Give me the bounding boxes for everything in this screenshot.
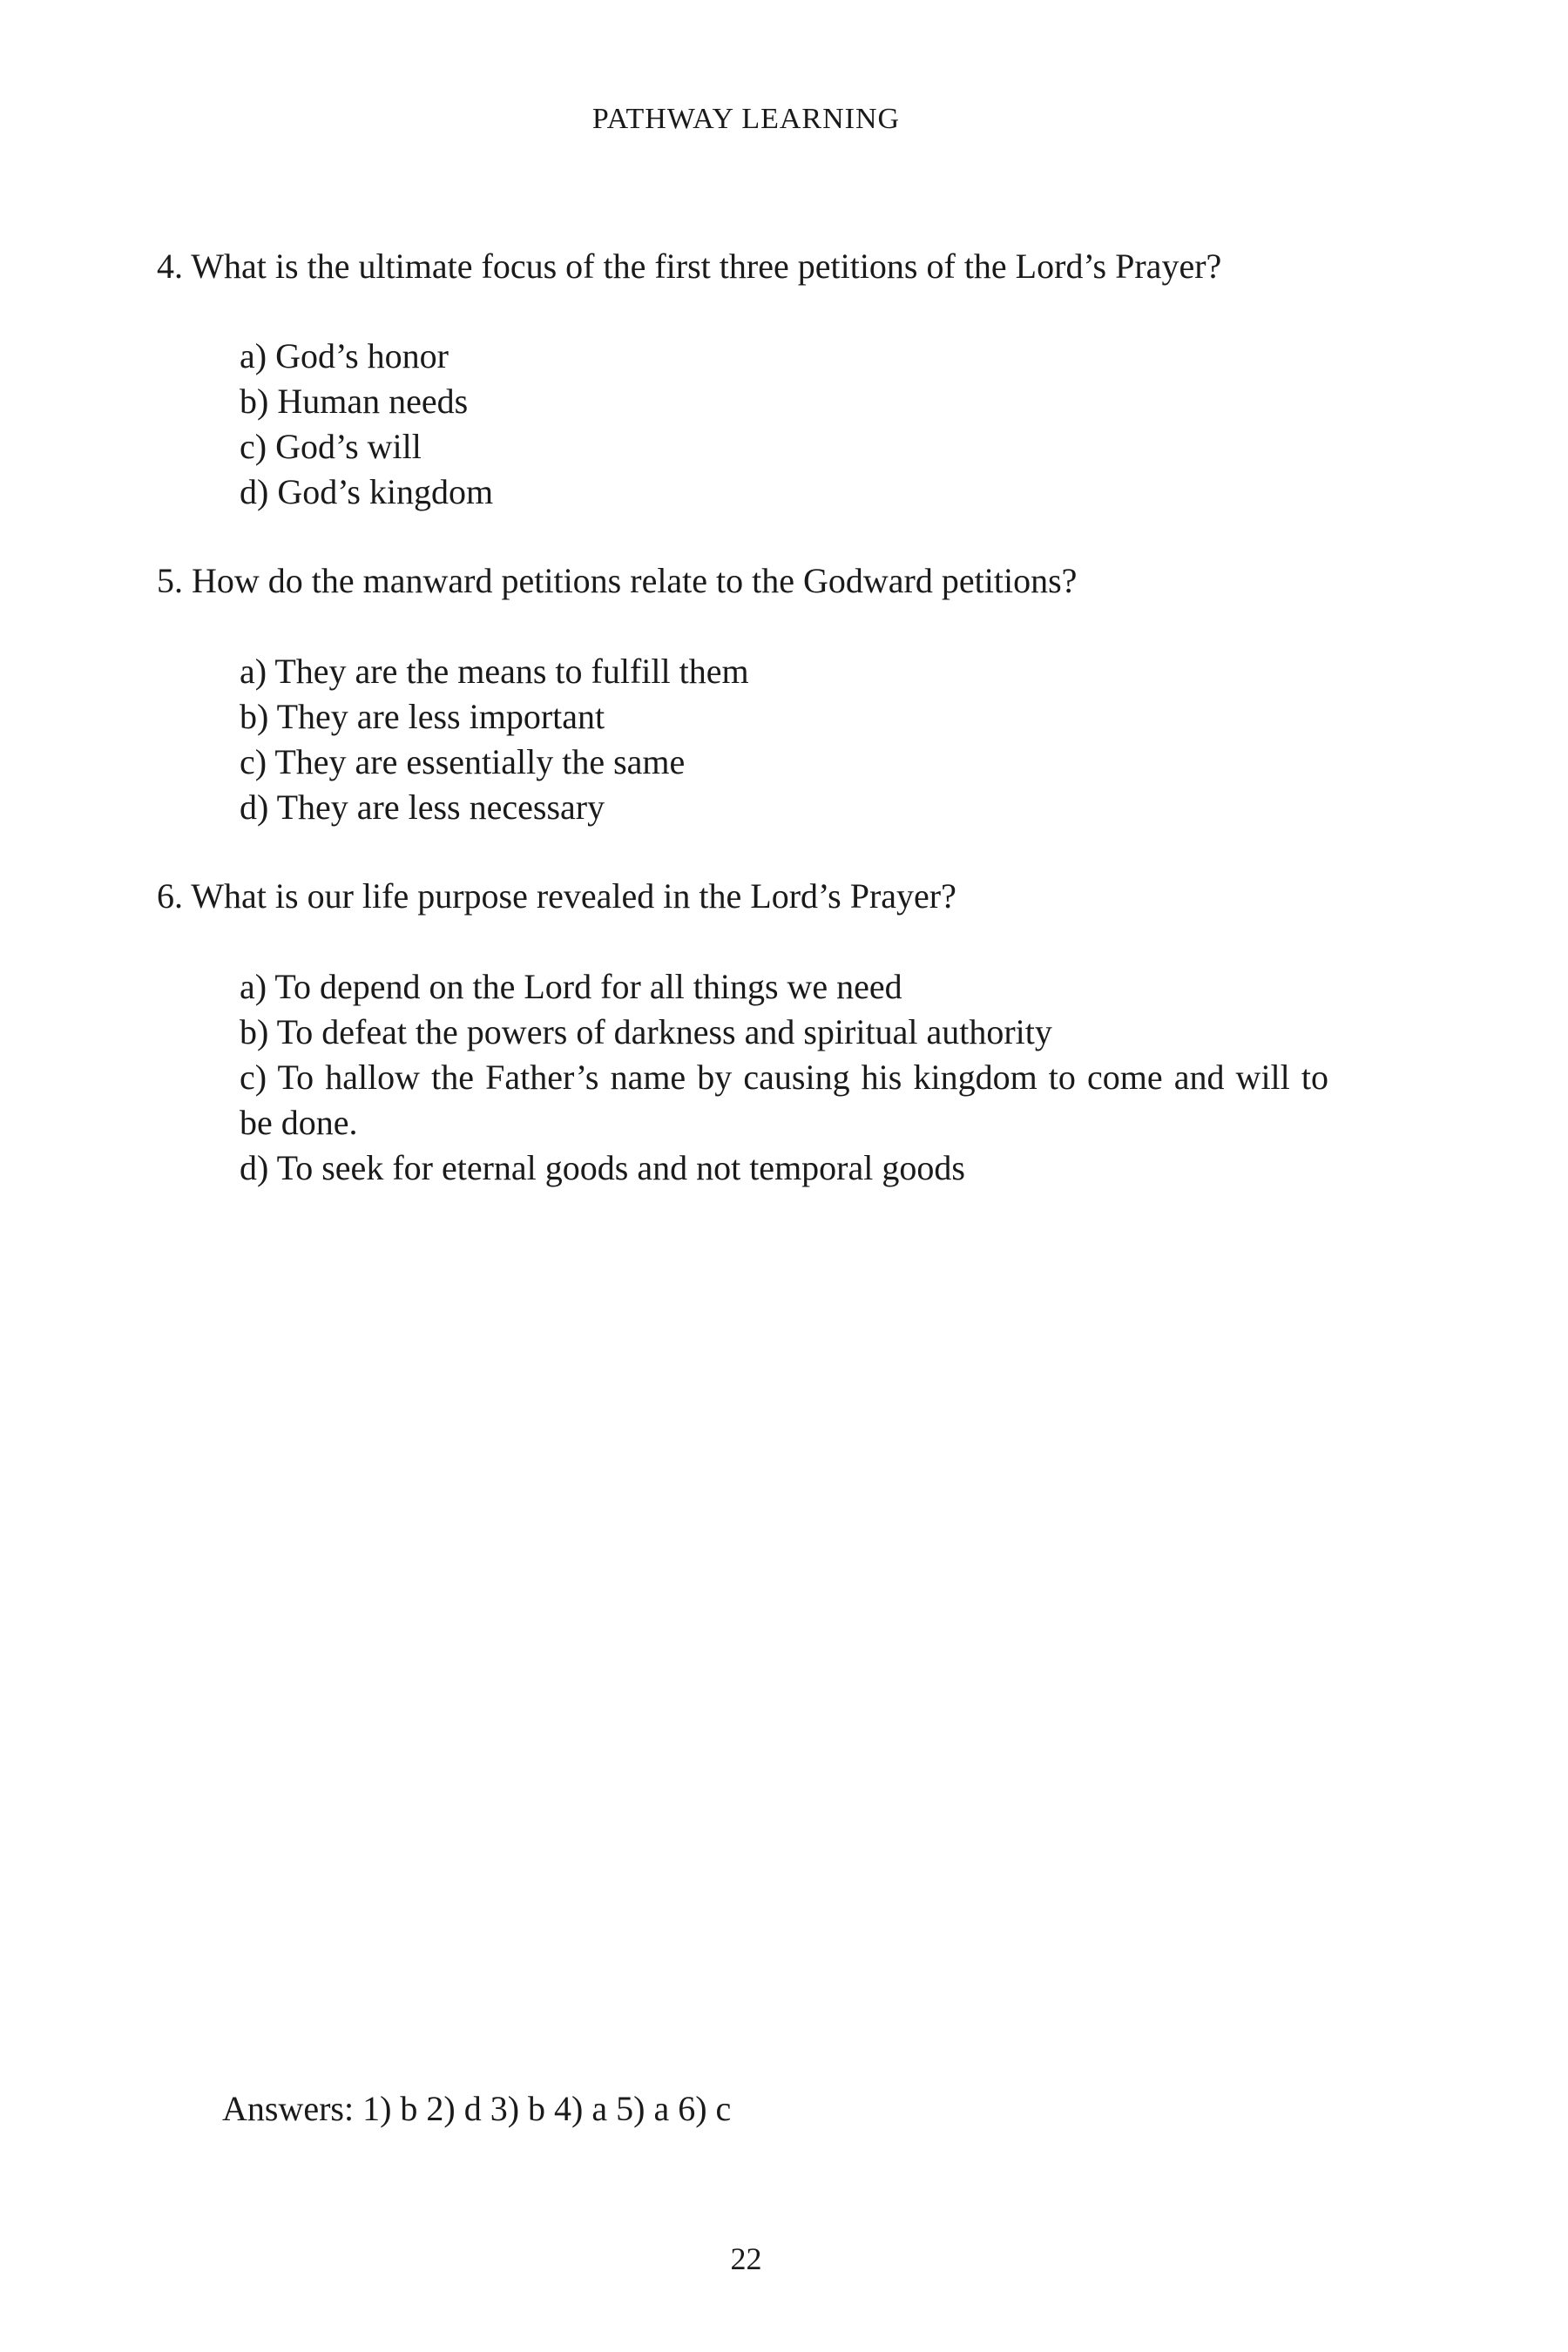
- question-4: 4. What is the ultimate focus of the first three petitions of the Lord’s Prayer?: [157, 247, 1222, 286]
- page-number: 22: [730, 2241, 762, 2276]
- running-header: PATHWAY LEARNING: [591, 103, 901, 135]
- option-c: c) God’s will: [240, 427, 422, 466]
- option-a: a) They are the means to fulfill them: [240, 652, 749, 691]
- option-d: d) To seek for eternal goods and not temporal goods: [240, 1148, 965, 1187]
- question-6-options: [240, 964, 1328, 1191]
- option-b: b) They are less important: [240, 697, 605, 736]
- option-d: d) God’s kingdom: [240, 472, 494, 511]
- option-b: b) To defeat the powers of darkness and spiritual authority: [240, 1012, 1052, 1051]
- question-5: 5. How do the manward petitions relate to the Godward petitions?: [157, 561, 1078, 600]
- option-d: d) They are less necessary: [240, 787, 605, 827]
- question-5-options: [240, 649, 1328, 830]
- option-a: a) To depend on the Lord for all things we need: [240, 967, 902, 1006]
- option-c: c) They are essentially the same: [240, 742, 686, 781]
- option-c: c) To hallow the Father’s name by causing his kingdom to come and will to be done.: [240, 1058, 1328, 1142]
- question-6: 6. What is our life purpose revealed in the Lord’s Prayer?: [157, 876, 956, 916]
- answer-key: Answers: 1) b 2) d 3) b 4) a 5) a 6) c: [222, 2089, 732, 2128]
- option-b: b) Human needs: [240, 382, 469, 421]
- question-4-options: [240, 334, 1328, 515]
- option-a: a) God’s honor: [240, 336, 449, 375]
